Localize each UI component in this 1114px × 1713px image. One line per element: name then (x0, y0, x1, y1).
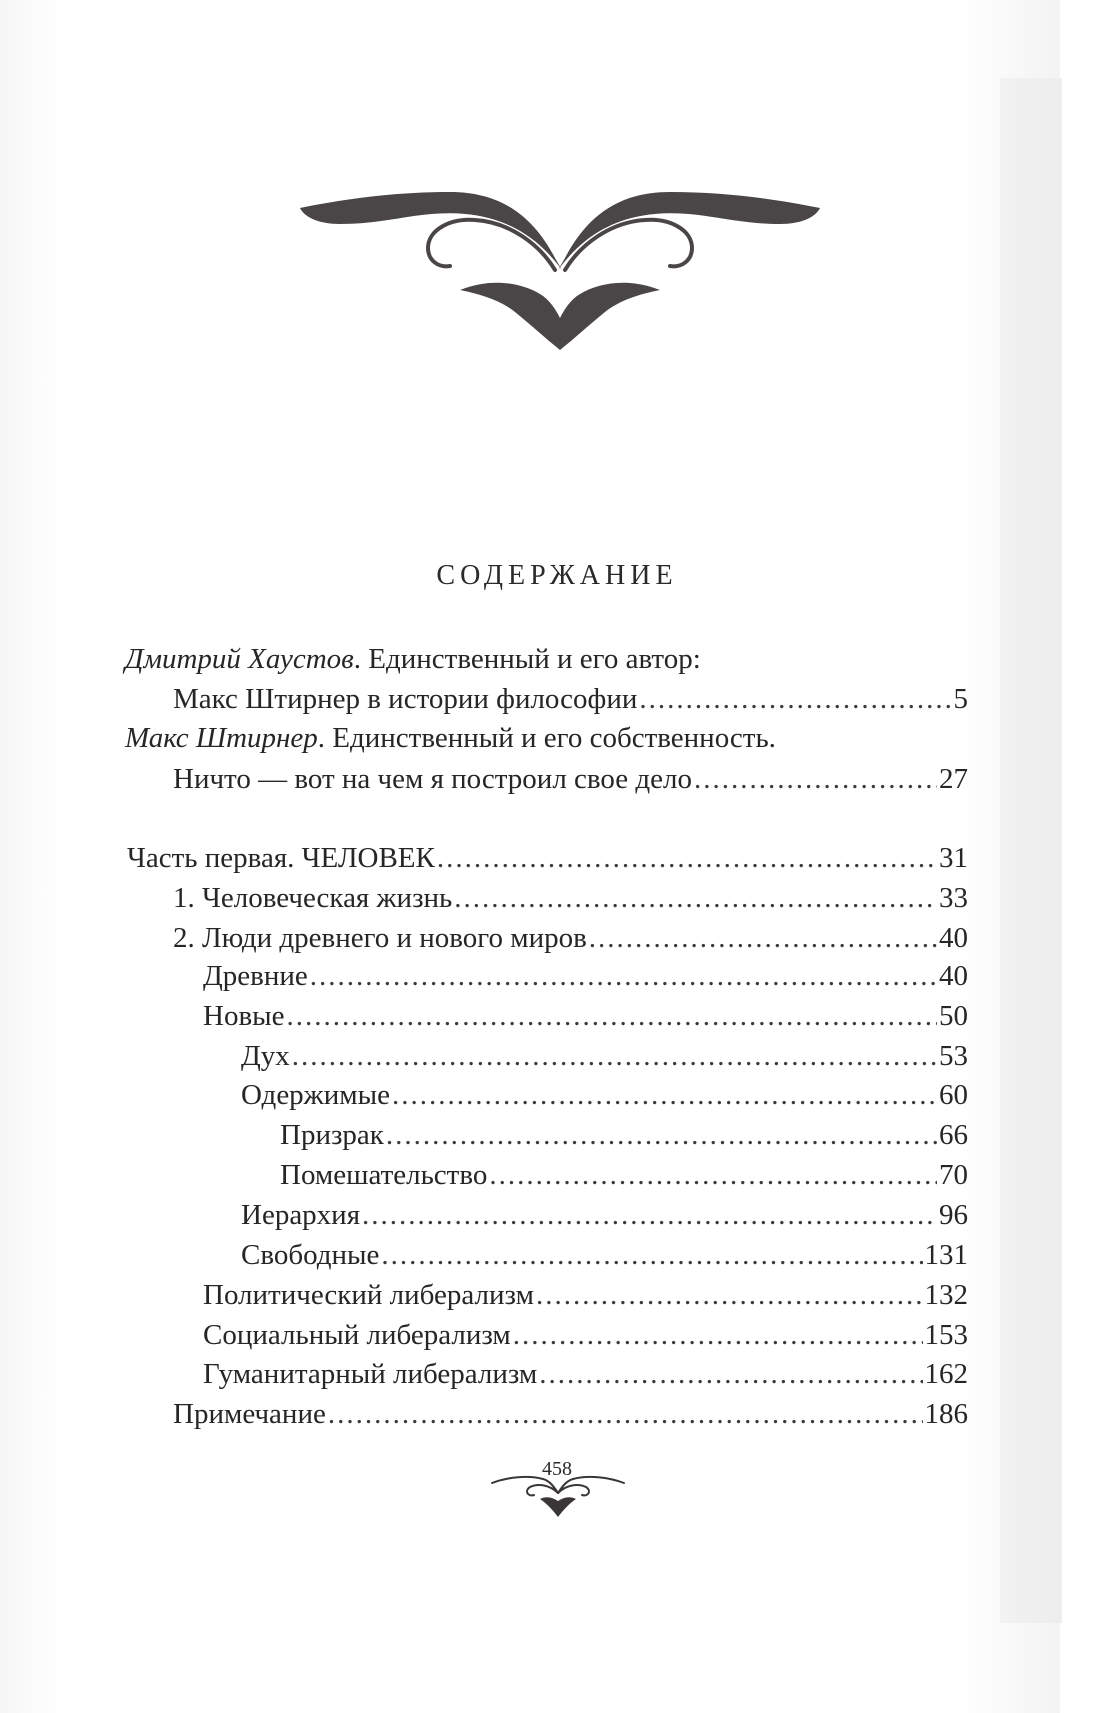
toc-dot-leader (310, 958, 937, 994)
toc-entry-label: Примечание (173, 1398, 326, 1430)
toc-dot-leader (536, 1277, 923, 1313)
toc-intro-2-entry[interactable] (173, 761, 968, 797)
toc-entry-ancients[interactable] (203, 958, 968, 994)
toc-entry-page: 132 (924, 1279, 968, 1311)
toc-entry-page: 33 (939, 882, 968, 914)
toc-intro-1-subtitle: Макс Штирнер в истории философии (173, 683, 638, 715)
toc-dot-leader (539, 1356, 922, 1392)
toc-entry-label: Призрак (280, 1119, 384, 1151)
toc-entry-label: 1. Человеческая жизнь (173, 882, 453, 914)
toc-dot-leader (392, 1077, 937, 1113)
toc-dot-leader (694, 761, 937, 797)
toc-entry-page: 40 (939, 922, 968, 954)
toc-intro-1-page: 5 (953, 683, 968, 715)
toc-entry-label: Одержимые (241, 1079, 390, 1111)
toc-entry-label: Часть первая. ЧЕЛОВЕК (127, 842, 435, 874)
toc-intro-2-title: . Единственный и его собственность. (317, 722, 776, 754)
bottom-ornament-icon (488, 1465, 628, 1525)
toc-intro-2-page: 27 (939, 763, 968, 795)
toc-entry-ancient-new-worlds[interactable] (173, 920, 968, 956)
toc-entry-ghost[interactable] (280, 1117, 968, 1153)
toc-intro-1-title: . Единственный и его автор: (353, 643, 701, 675)
toc-dot-leader (513, 1317, 923, 1353)
toc-entry-page: 70 (939, 1159, 968, 1191)
toc-entry-label: Политический либерализм (203, 1279, 534, 1311)
toc-dot-leader (381, 1237, 922, 1273)
toc-dot-leader (454, 880, 937, 916)
toc-dot-leader (437, 840, 937, 876)
toc-entry-label: Гуманитарный либерализм (203, 1358, 538, 1390)
toc-dot-leader (362, 1197, 937, 1233)
toc-entry-madness[interactable] (280, 1157, 968, 1193)
toc-entry-human-life[interactable] (173, 880, 968, 916)
toc-title: СОДЕРЖАНИЕ (436, 560, 678, 591)
toc-entry-part-one[interactable] (127, 840, 968, 876)
toc-dot-leader (489, 1157, 937, 1193)
toc-entry-page: 60 (939, 1079, 968, 1111)
toc-dot-leader (328, 1396, 923, 1432)
toc-entry-humane-liberalism[interactable] (203, 1356, 968, 1392)
toc-entry-page: 53 (939, 1040, 968, 1072)
toc-entry-page: 96 (939, 1199, 968, 1231)
toc-dot-leader (386, 1117, 937, 1153)
toc-entry-page: 31 (939, 842, 968, 874)
toc-entry-hierarchy[interactable] (241, 1197, 968, 1233)
toc-entry-page: 40 (939, 960, 968, 992)
toc-intro-2-subtitle: Ничто — вот на чем я построил свое дело (173, 763, 692, 795)
toc-entry-spirit[interactable] (241, 1038, 968, 1074)
toc-entry-page: 186 (924, 1398, 968, 1430)
toc-entry-label: Помешательство (280, 1159, 488, 1191)
toc-entry-label: Иерархия (241, 1199, 361, 1231)
toc-entry-page: 66 (939, 1119, 968, 1151)
toc-dot-leader (292, 1038, 937, 1074)
toc-intro-2-header (125, 720, 776, 756)
toc-intro-2-author: Макс Штирнер (125, 722, 318, 754)
toc-entry-political-liberalism[interactable] (203, 1277, 968, 1313)
toc-entry-note[interactable] (173, 1396, 968, 1432)
toc-entry-label: 2. Люди древнего и нового миров (173, 922, 587, 954)
toc-entry-label: Новые (203, 1000, 285, 1032)
toc-entry-page: 153 (924, 1319, 968, 1351)
toc-entry-page: 162 (924, 1358, 968, 1390)
toc-dot-leader (589, 920, 937, 956)
page-number: 458 (542, 1458, 572, 1480)
toc-dot-leader (639, 681, 951, 717)
toc-intro-1-entry[interactable] (173, 681, 968, 717)
toc-entry-label: Свободные (241, 1239, 380, 1271)
toc-entry-label: Социальный либерализм (203, 1319, 511, 1351)
toc-entry-moderns[interactable] (203, 998, 968, 1034)
toc-dot-leader (287, 998, 938, 1034)
toc-intro-1-author: Дмитрий Хаустов (125, 643, 354, 675)
toc-entry-page: 131 (924, 1239, 968, 1271)
toc-intro-1-header (125, 641, 701, 677)
toc-entry-page: 50 (939, 1000, 968, 1032)
toc-entry-free-ones[interactable] (241, 1237, 968, 1273)
toc-entry-possessed[interactable] (241, 1077, 968, 1113)
toc-entry-label: Древние (203, 960, 308, 992)
toc-entry-social-liberalism[interactable] (203, 1317, 968, 1353)
toc-entry-label: Дух (241, 1040, 290, 1072)
